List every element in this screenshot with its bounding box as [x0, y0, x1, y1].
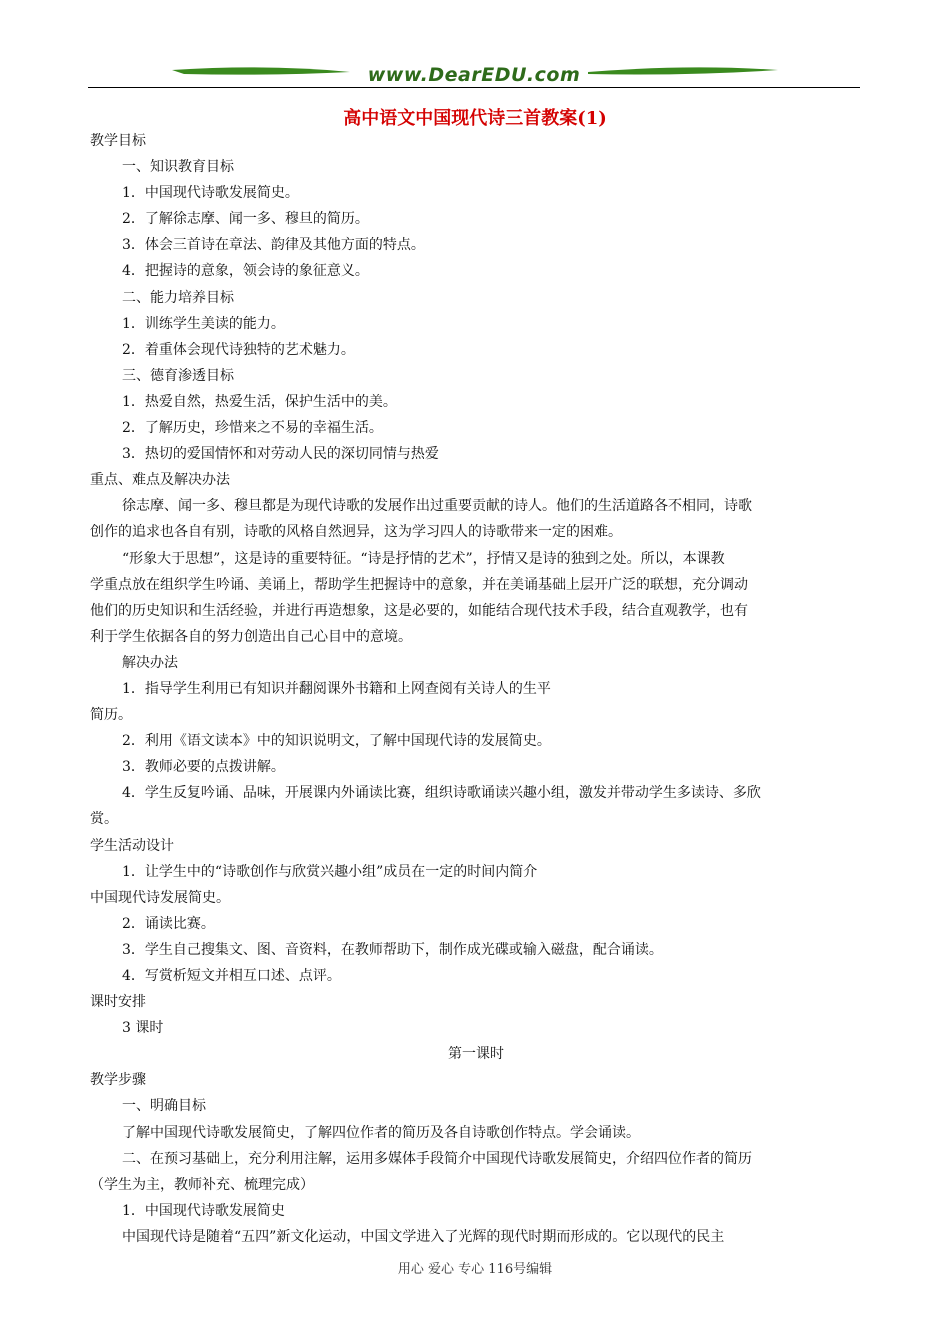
text-line: 简历。 [90, 707, 132, 724]
text-line: 4．学生反复吟诵、品味，开展课内外诵读比赛，组织诗歌诵读兴趣小组，激发并带动学生多读诗、多欣 [122, 785, 761, 802]
text-line: 他们的历史知识和生活经验，并进行再造想象，这是必要的，如能结合现代技术手段，结合直观教学，也有 [90, 602, 748, 619]
text-line: 利于学生依据各自的努力创造出自己心目中的意境。 [90, 628, 412, 645]
site-logo-text[interactable]: www.DearEDU.com [367, 64, 581, 86]
text-line: 1．指导学生利用已有知识并翻阅课外书籍和上网查阅有关诗人的生平 [122, 680, 551, 697]
text-line: 1．中国现代诗歌发展简史 [122, 1202, 285, 1219]
text-line: 学生活动设计 [90, 837, 174, 854]
text-line: 中国现代诗是随着“五四”新文化运动，中国文学进入了光辉的现代时期而形成的。它以现代的民主 [122, 1228, 725, 1245]
text-line: 2．了解徐志摩、闻一多、穆旦的简历。 [122, 211, 369, 228]
text-line: 1．热爱自然，热爱生活，保护生活中的美。 [122, 393, 397, 410]
text-line: 2．了解历史，珍惜来之不易的幸福生活。 [122, 420, 383, 437]
text-line: 了解中国现代诗歌发展简史，了解四位作者的简历及各自诗歌创作特点。学会诵读。 [122, 1124, 640, 1141]
header-rule [88, 87, 860, 88]
text-line: 教学目标 [90, 133, 146, 149]
document-title: 高中语文中国现代诗三首教案(1) [343, 108, 607, 129]
text-line: 2．诵读比赛。 [122, 915, 215, 932]
text-line: 创作的追求也各自有别，诗歌的风格自然迥异，这为学习四人的诗歌带来一定的困难。 [90, 524, 622, 541]
text-line: 一、知识教育目标 [122, 159, 234, 176]
text-line: 2．着重体会现代诗独特的艺术魅力。 [122, 341, 355, 358]
text-line: 解决办法 [122, 654, 178, 671]
text-line: 3 课时 [122, 1020, 164, 1037]
text-line: 一、明确目标 [122, 1098, 206, 1115]
text-line: 徐志摩、闻一多、穆旦都是为现代诗歌的发展作出过重要贡献的诗人。他们的生活道路各不相同，诗歌 [122, 498, 752, 515]
text-line: 学重点放在组织学生吟诵、美诵上，帮助学生把握诗中的意象，并在美诵基础上层开广泛的联想，充分调动 [90, 576, 748, 593]
page-footer: 用心 爱心 专心 116号编辑 [397, 1262, 553, 1277]
text-line: 赏。 [90, 811, 118, 828]
text-line: 课时安排 [90, 994, 146, 1011]
text-line: （学生为主，教师补充、梳理完成） [90, 1176, 314, 1193]
text-line: 3．体会三首诗在章法、韵律及其他方面的特点。 [122, 237, 425, 254]
text-line: 1．中国现代诗歌发展简史。 [122, 185, 299, 202]
text-line: 三、德育渗透目标 [122, 367, 234, 384]
text-line: “形象大于思想”，这是诗的重要特征。“诗是抒情的艺术”，抒情又是诗的独到之处。所以，本课教 [122, 550, 725, 567]
document-body [90, 128, 862, 1250]
text-line: 3．教师必要的点拨讲解。 [122, 759, 285, 776]
text-line: 中国现代诗发展简史。 [90, 889, 230, 906]
text-line: 教学步骤 [90, 1072, 146, 1089]
text-line: 3．热切的爱国情怀和对劳动人民的深切同情与热爱 [122, 446, 439, 463]
text-line: 二、在预习基础上，充分利用注解，运用多媒体手段简介中国现代诗歌发展简史，介绍四位作者的简历 [122, 1150, 752, 1167]
text-line: 1．训练学生美读的能力。 [122, 315, 285, 332]
text-line: 4．写赏析短文并相互口述、点评。 [122, 968, 341, 984]
text-line: 3．学生自己搜集文、图、音资料，在教师帮助下，制作成光碟或输入磁盘，配合诵读。 [122, 941, 663, 958]
text-line: 1．让学生中的“诗歌创作与欣赏兴趣小组”成员在一定的时间内简介 [122, 863, 538, 880]
text-line: 二、能力培养目标 [122, 289, 234, 306]
section-heading: 第一课时 [448, 1046, 504, 1063]
text-line: 4．把握诗的意象，领会诗的象征意义。 [122, 263, 369, 280]
text-line: 重点、难点及解决办法 [90, 472, 230, 489]
text-line: 2．利用《语文读本》中的知识说明文，了解中国现代诗的发展简史。 [122, 733, 551, 750]
